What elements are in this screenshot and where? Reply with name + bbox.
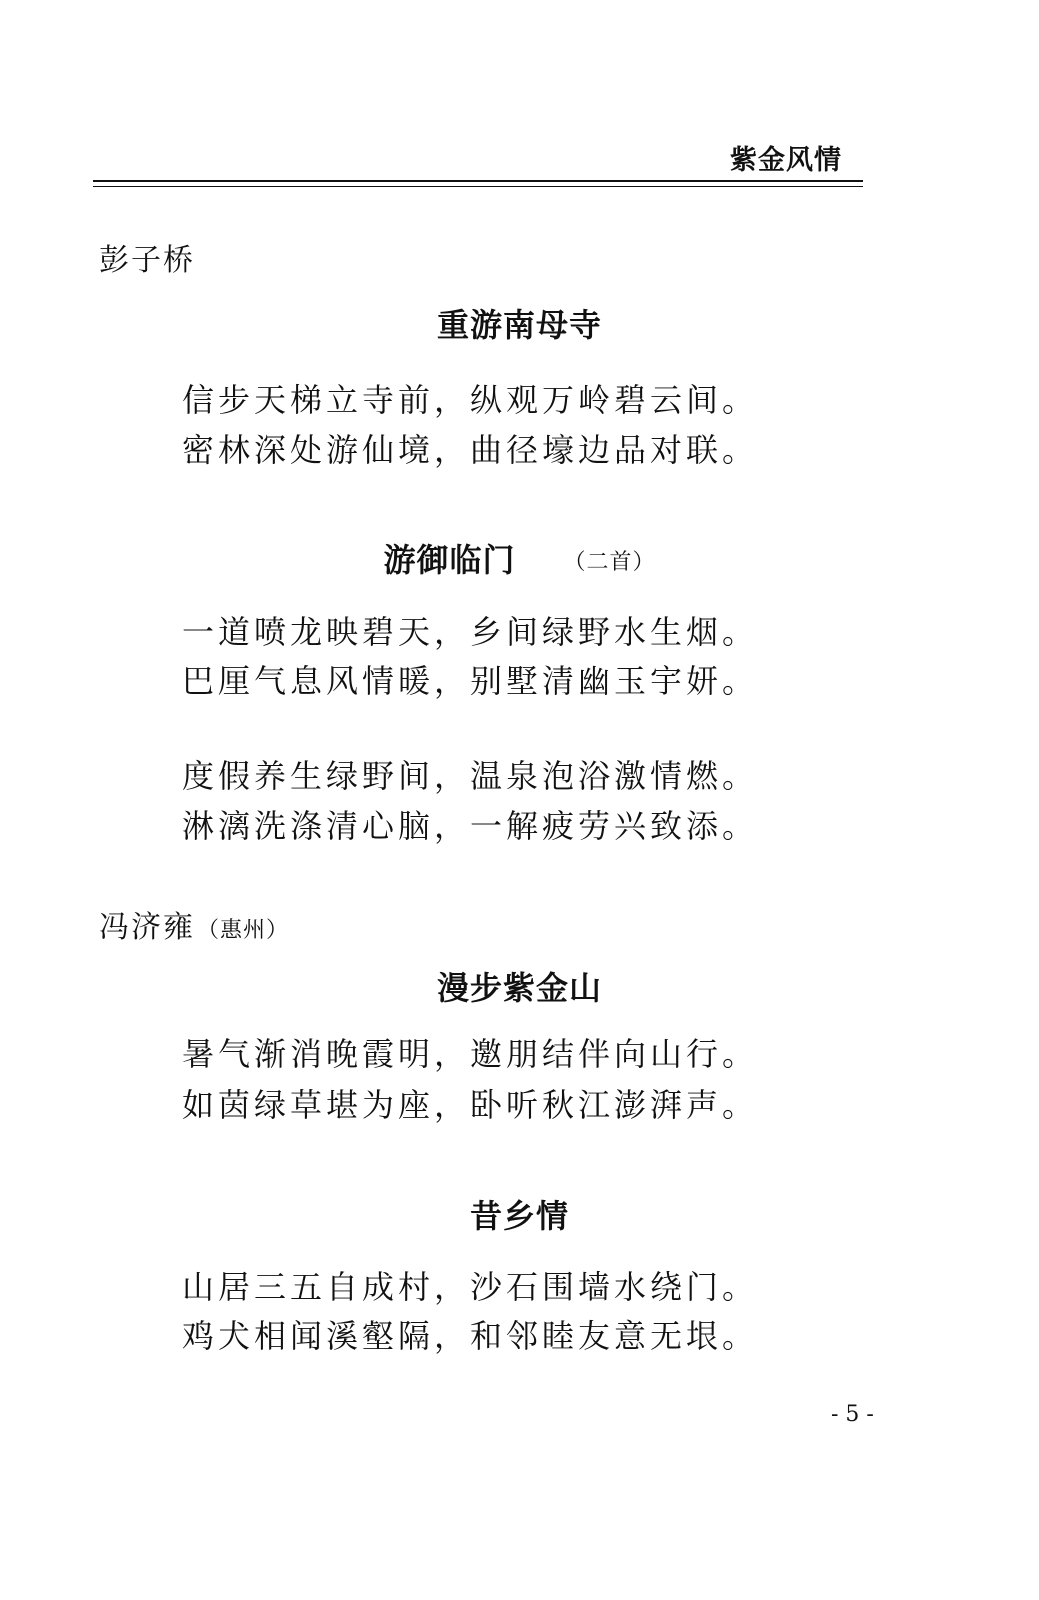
- author-name: 冯济雍: [99, 910, 195, 945]
- poem-line: 度假养生绿野间，温泉泡浴激情燃。: [182, 757, 759, 795]
- poem-line: 密林深处游仙境，曲径壕边品对联。: [182, 431, 759, 469]
- poem-title: 漫步紫金山: [436, 969, 602, 1007]
- poem-title-with-note: [0, 540, 1039, 583]
- poem-line: 暑气渐消晚霞明，邀朋结伴向山行。: [182, 1035, 759, 1073]
- poem-title: 昔乡情: [469, 1197, 569, 1235]
- poem-line: 巴厘气息风情暖，别墅清幽玉宇妍。: [182, 662, 759, 700]
- poem-line: 山居三五自成村，沙石围墙水绕门。: [182, 1268, 759, 1306]
- poem-line: 淋漓洗涤清心脑，一解疲劳兴致添。: [182, 807, 759, 845]
- header-rule: [93, 180, 863, 182]
- poem-title-text: 游御临门: [383, 541, 516, 579]
- author-line: [99, 910, 289, 949]
- header-rule-thin: [93, 186, 863, 187]
- poem-line: 信步天梯立寺前，纵观万岭碧云间。: [182, 381, 759, 419]
- author-location: （惠州）: [197, 918, 290, 943]
- page-number: - 5 -: [831, 1402, 874, 1427]
- poem-line: 鸡犬相闻溪壑隔，和邻睦友意无垠。: [182, 1317, 759, 1355]
- poem-title: 重游南母寺: [436, 306, 602, 344]
- poem-line: 一道喷龙映碧天，乡间绿野水生烟。: [182, 613, 759, 651]
- running-header-title: 紫金风情: [730, 145, 842, 176]
- poem-line: 如茵绿草堪为座，卧听秋江澎湃声。: [182, 1086, 759, 1124]
- poem-title-note: （二首）: [563, 550, 656, 575]
- author-name: 彭子桥: [99, 243, 195, 278]
